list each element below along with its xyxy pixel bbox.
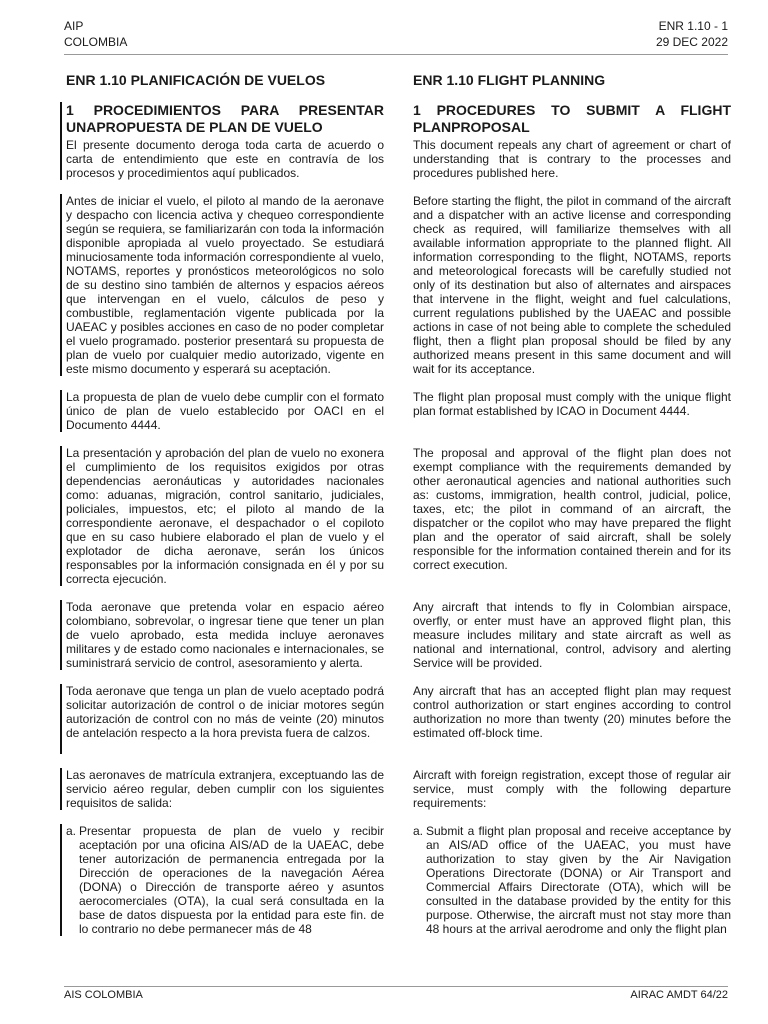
english-list-item-a (413, 824, 731, 936)
english-paragraph-2: Before starting the flight, the pilot in command of the aircraft and a dispatcher with an active license and corresponding check as required, will familiarize themselves with all available information appropriate to the planned flight. All information corresponding to the flight, NOTAMS, reports and meteorological forecasts will be carefully studied not only of its destination but also of alternates and airspaces that intervene in the flight, weight and fuel calculations, current regulations published by the UAEAC and possible actions in case of not being able to complete the scheduled flight, then a flight plan proposal should be filed by any authorized means present in this same document and will wait for its acceptance. (413, 194, 731, 376)
spanish-list-item-a (66, 824, 384, 936)
english-paragraph-4: The proposal and approval of the flight plan does not exempt compliance with the requirements demanded by other aeronautical agencies and national authorities such as: customs, immigration, health control, judicial, police, taxes, etc; the pilot in command of an aircraft, the dispatcher or the copilot who may have prepared the flight plan and the operator of said aircraft, shall be solely responsible for the information contained therein and for its correct execution. (413, 446, 731, 572)
english-section-heading: 1 PROCEDURES TO SUBMIT A FLIGHT PLANPROPOSAL (413, 102, 731, 135)
list-text: Submit a flight plan proposal and receive acceptance by an AIS/AD office of the UAEAC, you must have authorization to stay given by the Air Navigation Operations Directorate (DONA) or Air Transport and Commercial Affairs Directorate (OTA), which will be consulted in the database provided by the entity for this purpose. Otherwise, the aircraft must not stay more than 48 hours at the arrival aerodrome and only the flight plan (426, 824, 731, 936)
header-aip: AIP (64, 19, 84, 33)
english-column (413, 72, 731, 936)
header-country: COLOMBIA (64, 35, 128, 49)
list-label: a. (66, 824, 77, 838)
footer-divider (64, 986, 728, 987)
spanish-paragraph-6: Toda aeronave que tenga un plan de vuelo aceptado podrá solicitar autorización de control o de iniciar motores según autorización de control con no más de veinte (20) minutos de antelación respecto a la hora prevista fuera de calzos. (66, 684, 384, 754)
header-section-page: ENR 1.10 - 1 (658, 19, 728, 33)
spanish-paragraph-2: Antes de iniciar el vuelo, el piloto al mando de la aeronave y despacho con licencia activa y chequeo correspondiente según se requiera, se familiarizarán con toda la información disponible apropiada al vuelo proyectado. Se estudiará minuciosamente toda información correspondiente al vuelo, NOTAMS, reportes y pronósticos meteorológicos no solo de su destino sino también de alternos y espacios aéreos que intervengan en el vuelo, cálculos de peso y combustible, reglamentación vigente publicada por la UAEAC y posibles acciones en caso de no poder completar el vuelo programado. posterior presentará su propuesta de plan de vuelo por cualquier medio autorizado, vigente en este mismo documento y esperará su aceptación. (66, 194, 384, 376)
english-paragraph-6: Any aircraft that has an accepted flight plan may request control authorization or start engines according to control authorization no more than twenty (20) minutes before the estimated off-block time. (413, 684, 731, 740)
list-label: a. (413, 824, 424, 838)
spanish-title: ENR 1.10 PLANIFICACIÓN DE VUELOS (66, 72, 326, 88)
spanish-section-heading: 1 PROCEDIMIENTOS PARA PRESENTAR UNAPROPUESTA DE PLAN DE VUELO (66, 102, 384, 138)
english-paragraph-5: Any aircraft that intends to fly in Colombian airspace, overfly, or enter must have an approved flight plan, this measure includes military and state aircraft as well as national and international, control, advisory and alerting Service will be provided. (413, 600, 731, 670)
spanish-paragraph-4: La presentación y aprobación del plan de vuelo no exonera el cumplimiento de los requisitos exigidos por otras dependencias aeronáuticas y autoridades nacionales como: aduanas, migración, control sanitario, judiciales, policiales, impuestos, etc; el piloto al mando de la correspondiente aeronave, el despachador o el copiloto que en su caso hubiere elaborado el plan de vuelo y el explotador de dicha aeronave, serán los únicos responsables por la información consignada en él y por su correcta ejecución. (66, 446, 384, 586)
header-date: 29 DEC 2022 (655, 35, 728, 49)
english-title: ENR 1.10 FLIGHT PLANNING (413, 72, 606, 88)
english-paragraph-7: Aircraft with foreign registration, except those of regular air service, must comply with the following departure requirements: (413, 768, 731, 810)
page-header-right (656, 18, 728, 50)
spanish-column (66, 72, 384, 936)
header-divider (64, 54, 728, 55)
spanish-paragraph-7: Las aeronaves de matrícula extranjera, exceptuando las de servicio aéreo regular, deben cumplir con los siguientes requisitos de salida: (66, 768, 384, 810)
spanish-paragraph-3: La propuesta de plan de vuelo debe cumplir con el formato único de plan de vuelo establecido por OACI en el Documento 4444. (66, 390, 384, 432)
list-text: Presentar propuesta de plan de vuelo y recibir aceptación por una oficina AIS/AD de la UAEAC, debe tener autorización de permanencia entregada por la Dirección de operaciones de la navegación Aérea (DONA) o Dirección de transporte aéreo y asuntos aerocomerciales (OTA), la cual será consultada en la base de datos dispuesta por la entidad para este fin. de lo contrario no debe permanecer más de 48 (79, 824, 384, 936)
spanish-paragraph-1: El presente documento deroga toda carta de acuerdo o carta de entendimiento que este en contravía de los procesos y procedimientos aquí publicados. (66, 138, 384, 180)
footer-publisher: AIS COLOMBIA (64, 989, 143, 1001)
english-paragraph-3: The flight plan proposal must comply with the unique flight plan format established by ICAO in Document 4444. (413, 390, 731, 418)
spanish-paragraph-5: Toda aeronave que pretenda volar en espacio aéreo colombiano, sobrevolar, o ingresar tiene que tener un plan de vuelo aprobado, esta medida incluye aeronaves militares y de estado como nacionales e internacionales, se suministrará servicio de control, asesoramiento y alerta. (66, 600, 384, 670)
footer-amendment: AIRAC AMDT 64/22 (630, 989, 728, 1001)
english-paragraph-1: This document repeals any chart of agreement or chart of understanding that is contrary to the processes and procedures published here. (413, 138, 731, 180)
page-header-left (64, 18, 127, 50)
